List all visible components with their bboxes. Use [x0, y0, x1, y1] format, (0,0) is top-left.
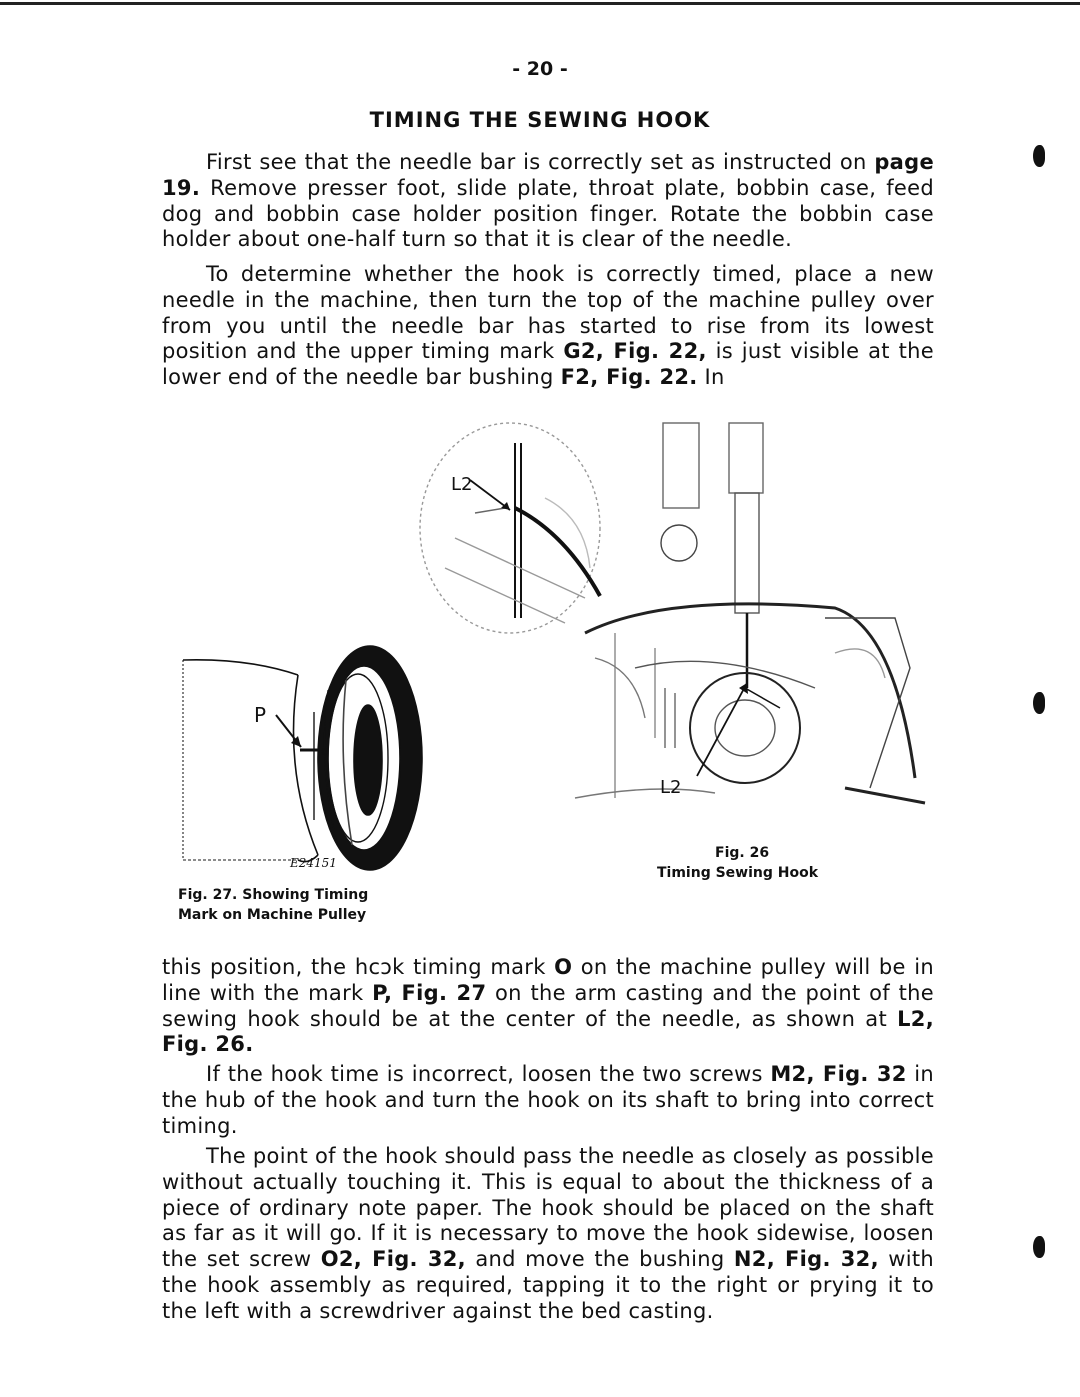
p2-ref-f2: F2, Fig. 22. [560, 365, 698, 390]
p5-ref-o2: O2, Fig. 32, [320, 1247, 466, 1272]
p3-ref-l2: L2, Fig. 26. [162, 1006, 934, 1057]
p1-ref-page: page 19. [162, 150, 934, 200]
p1-text-a: First see that the needle bar is correctly set as instructed on [206, 150, 875, 174]
fig27-illustration [178, 630, 433, 875]
paragraph-1 [162, 150, 934, 253]
binder-hole-mark-bottom [1033, 1236, 1045, 1258]
fig26-caption-title: Timing Sewing Hook [657, 865, 819, 881]
p4-ref-m2: M2, Fig. 32 [770, 1062, 907, 1086]
p3-text-a: this position, the hcɔk timing mark [162, 955, 555, 979]
fig26-label-l2-top: L2 [451, 474, 473, 495]
paragraph-3 [162, 955, 934, 1058]
paragraph-2 [162, 262, 934, 391]
p5-text-a: The point of the hook should pass the needle as closely as possible without actually touching it. This is equal to about the thickness of a piece of ordinary note paper. The hook should be placed on the shaft as far as it will go. If it is necessary to move the hook sidewise, loosen the set screw [162, 1144, 934, 1272]
fig27-label-p: P [254, 703, 267, 727]
p2-text-e: In [697, 365, 725, 390]
p2-ref-g2: G2, Fig. 22, [563, 339, 707, 364]
binder-hole-mark-top [1033, 145, 1045, 167]
fig26-caption-number: Fig. 26 [715, 845, 770, 861]
p4-text-c: in the hub of the hook and turn the hook on its shaft to bring into correct timing. [162, 1062, 934, 1138]
fig27-caption-line2: Mark on Machine Pulley [178, 907, 367, 923]
p5-ref-n2: N2, Fig. 32, [733, 1247, 879, 1272]
p3-text-c: on the machine pulley will be in line with the mark [162, 955, 934, 1005]
p3-text-e: on the arm casting and the point of the sewing hook should be at the center of the needle, as shown at [162, 980, 935, 1031]
p5-text-e: with the hook assembly as required, tapping it to the right or prying it to the left with a screwdriver against the bed casting. [162, 1247, 934, 1323]
p3-ref-p: P, Fig. 27 [372, 980, 487, 1005]
top-border-line [0, 2, 1080, 5]
p3-ref-o: O [554, 955, 573, 979]
p4-text-a: If the hook time is incorrect, loosen the two screws [206, 1062, 771, 1086]
page-number: - 20 - [512, 58, 568, 80]
page-title: TIMING THE SEWING HOOK [369, 108, 711, 132]
paragraph-4 [162, 1062, 934, 1139]
p2-text-c: is just visible at the lower end of the needle bar bushing [162, 339, 934, 390]
fig27-label-o: o [321, 744, 329, 758]
p2-text-a: To determine whether the hook is correctly timed, place a new needle in the machine, then turn the top of the machine pulley over from you until the needle bar has started to rise from its lowest position and the upper timing mark [162, 262, 934, 364]
p1-text-c: Remove presser foot, slide plate, throat plate, bobbin case, feed dog and bobbin case holder position finger. Rotate the bobbin case holder about one-half turn so that it is clear of the needle. [162, 175, 934, 252]
paragraph-5 [162, 1144, 934, 1325]
fig26-label-l2-bottom: L2 [660, 777, 682, 798]
fig27-caption-line1: Fig. 27. Showing Timing [178, 887, 369, 903]
p5-text-c: and move the bushing [465, 1247, 734, 1272]
binder-hole-mark-middle [1033, 692, 1045, 714]
fig26-illustration [415, 418, 935, 818]
fig27-code: E24151 [290, 856, 337, 870]
